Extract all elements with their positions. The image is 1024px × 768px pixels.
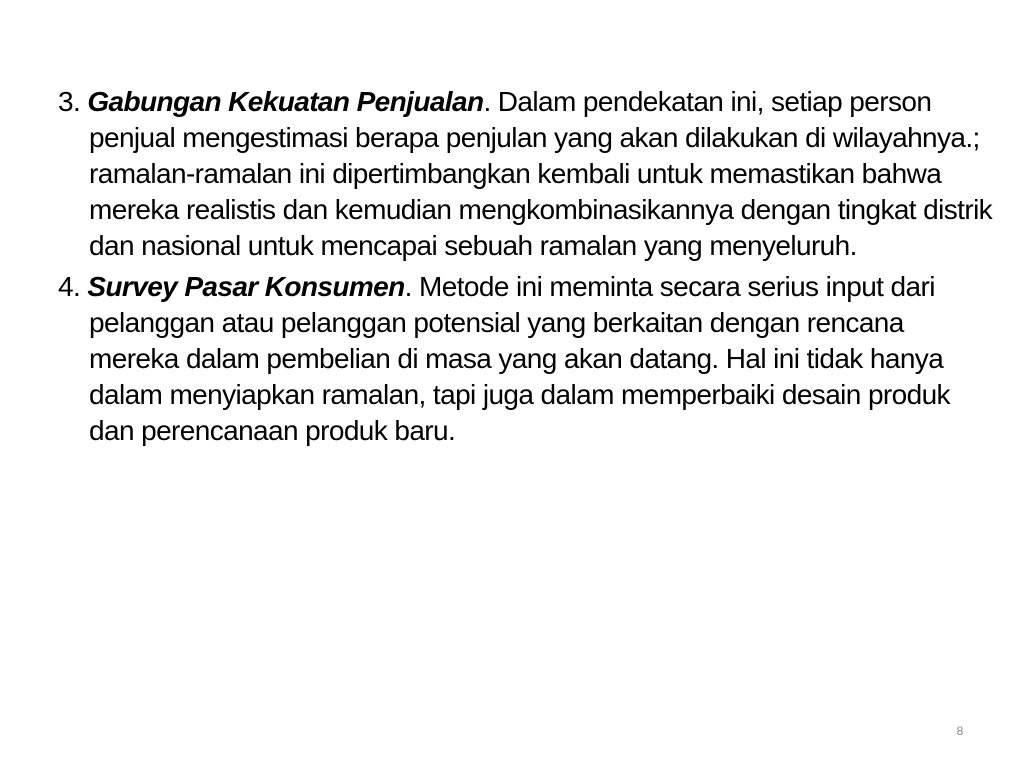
slide-body (58, 84, 998, 454)
item-description: . Metode ini meminta secara serius input dari pelanggan atau pelanggan potensial yang berkaitan dengan rencana mereka dalam pembelian di masa yang akan datang. Hal ini tidak hanya dalam menyiapkan ramalan, tapi juga dalam memperbaiki desain produk dan perencanaan produk baru. (89, 271, 950, 446)
item-description: . Dalam pendekatan ini, setiap person penjual mengestimasi berapa penjulan yang akan dilakukan di wilayahnya.; ramalan-ramalan ini dipertimbangkan kembali untuk memastikan bahwa mereka realistis dan kemudian mengkombinasikannya dengan tingkat distrik dan nasional untuk mencapai sebuah ramalan yang menyeluruh. (89, 86, 993, 261)
item-term: Survey Pasar Konsumen (87, 271, 405, 302)
item-number: 4. (58, 271, 88, 302)
list-item-3 (58, 84, 998, 264)
item-number: 3. (58, 86, 88, 117)
slide-number: 8 (956, 724, 964, 738)
item-term: Gabungan Kekuatan Penjualan (87, 86, 484, 117)
list-item-4 (58, 269, 998, 449)
